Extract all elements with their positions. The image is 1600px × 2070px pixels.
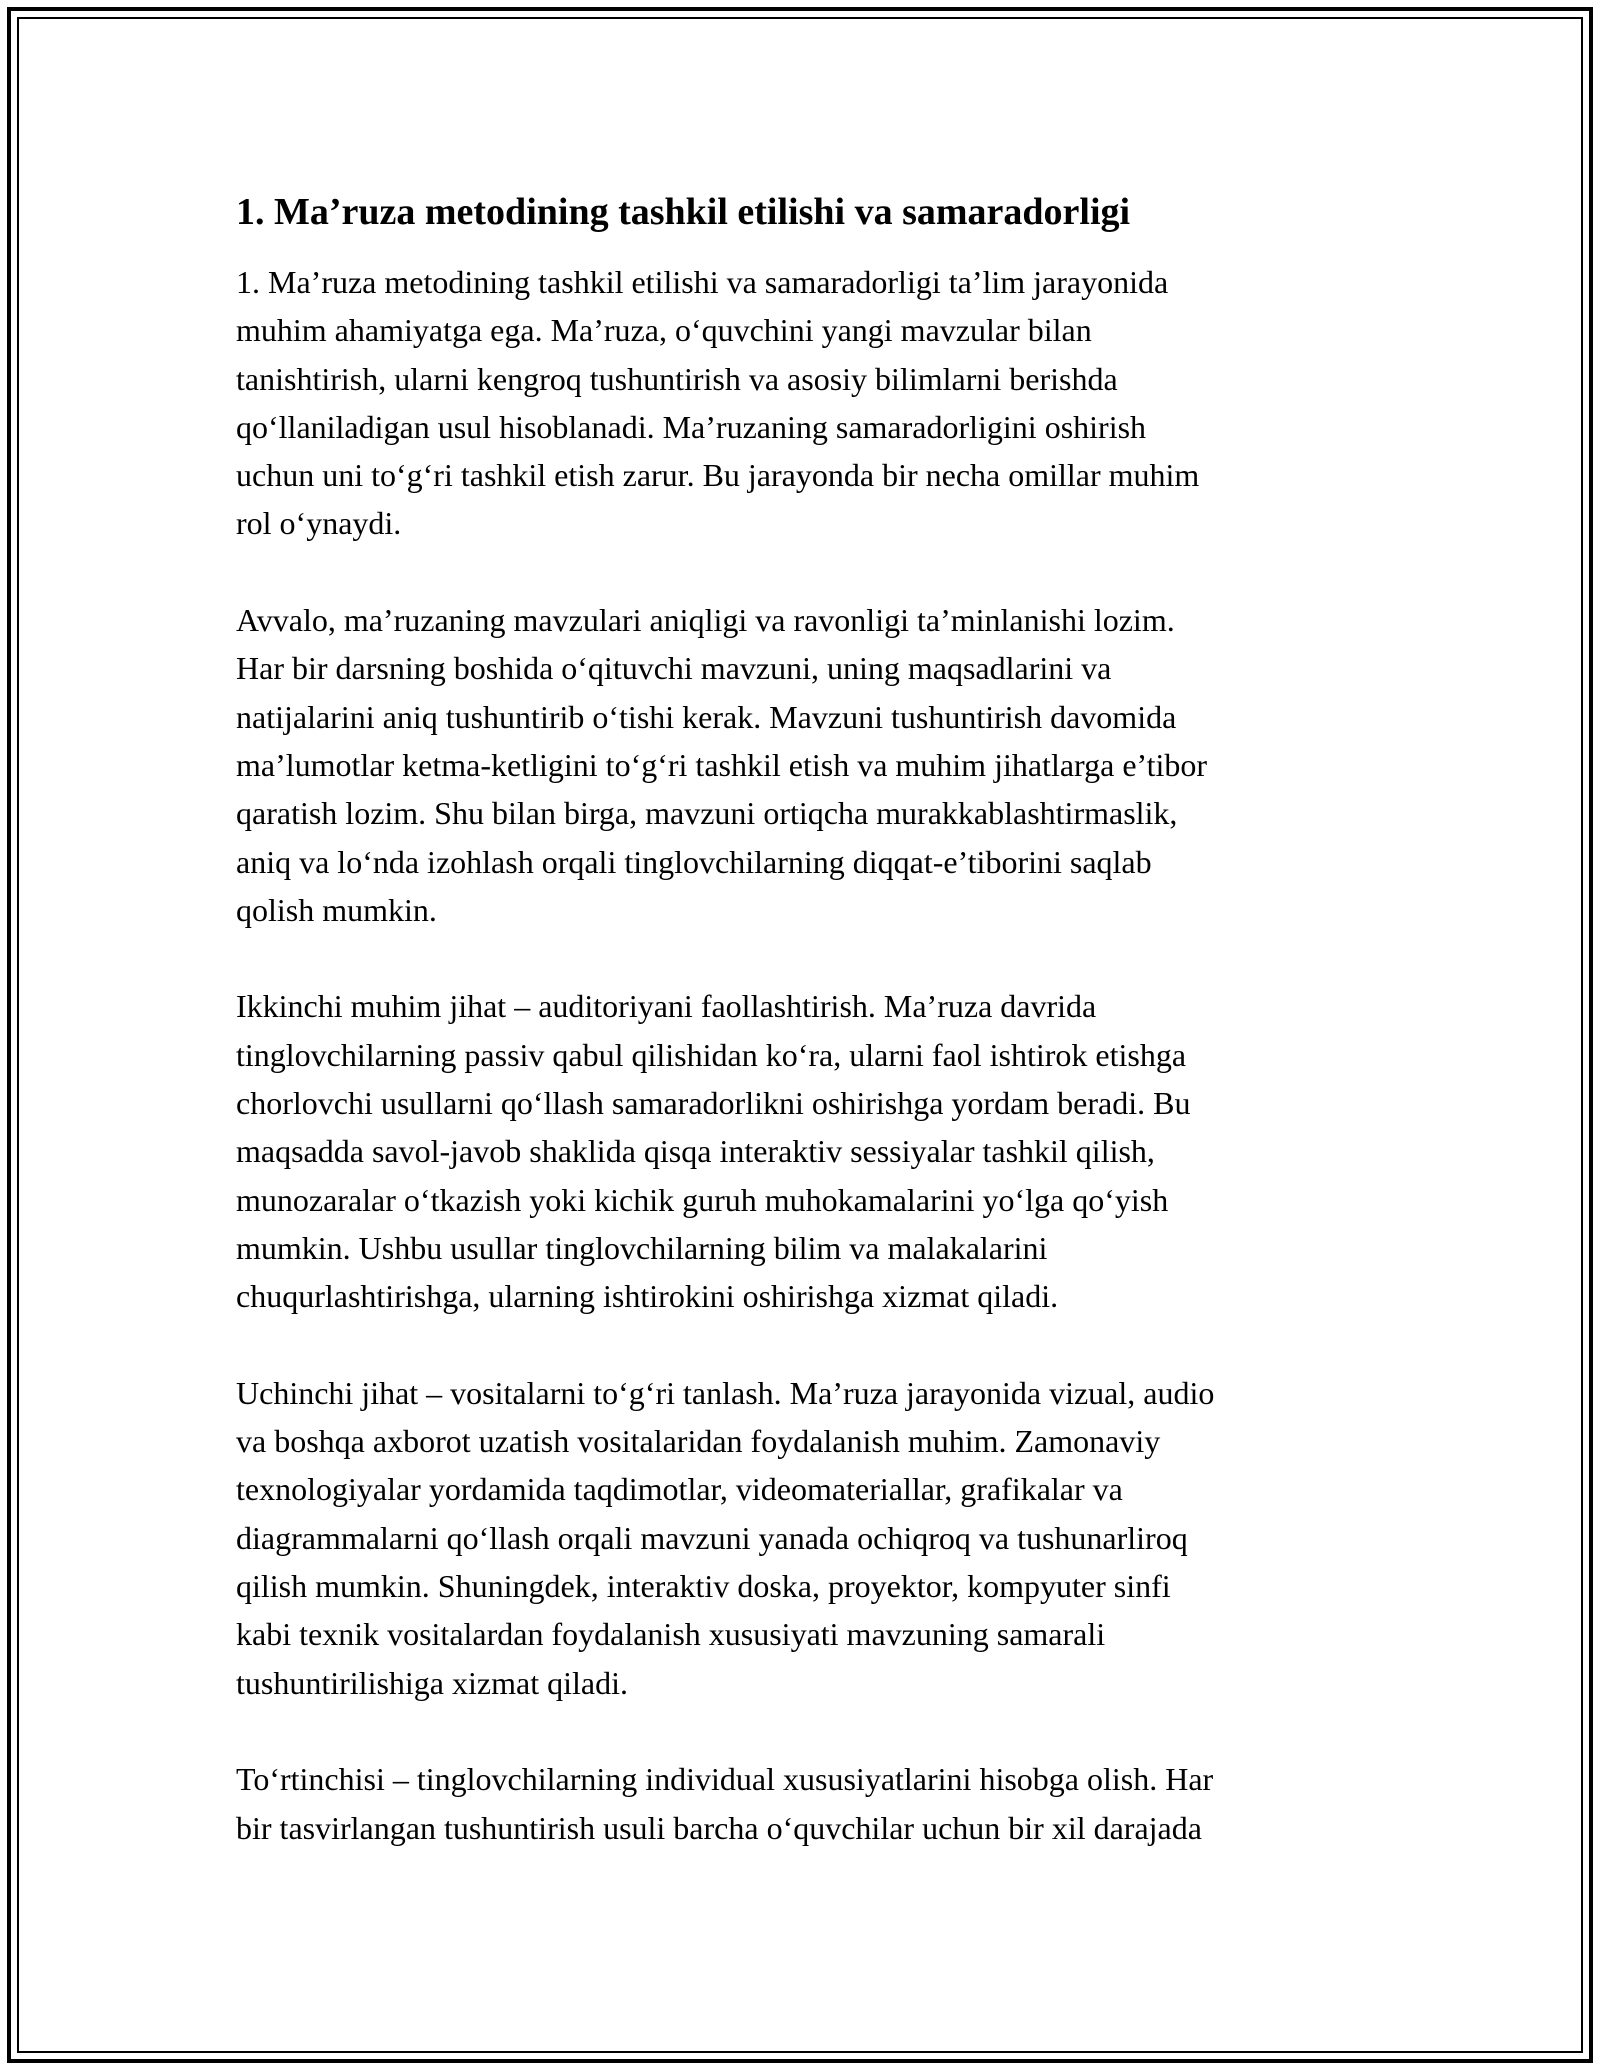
paragraph-first-aspect [236,596,1366,934]
text-line: Ikkinchi muhim jihat – auditoriyani faollashtirish. Ma’ruza davrida [236,988,1097,1025]
text-line: tinglovchilarning passiv qabul qilishidan ko‘ra, ularni faol ishtirok etishga [236,1036,1187,1073]
text-line: Har bir darsning boshida o‘qituvchi mavzuni, uning maqsadlarini va [236,650,1112,687]
text-line: aniq va lo‘nda izohlash orqali tinglovchilarning diqqat-e’tiborini saqlab [236,843,1152,880]
paragraph-third-aspect [236,1369,1366,1707]
paragraph-fourth-aspect [236,1755,1366,1852]
text-line: diagrammalarni qo‘llash orqali mavzuni yanada ochiqroq va tushunarliroq [236,1519,1188,1556]
text-line: tushuntirilishiga xizmat qiladi. [236,1664,628,1701]
text-line: Uchinchi jihat – vositalarni to‘g‘ri tanlash. Ma’ruza jarayonida vizual, audio [236,1374,1215,1411]
text-line: mumkin. Ushbu usullar tinglovchilarning bilim va malakalarini [236,1229,1048,1266]
text-line: chorlovchi usullarni qo‘llash samaradorlikni oshirishga yordam beradi. Bu [236,1085,1191,1122]
text-line: qo‘llaniladigan usul hisoblanadi. Ma’ruzaning samaradorligini oshirish [236,408,1147,445]
text-line: texnologiyalar yordamida taqdimotlar, videomateriallar, grafikalar va [236,1471,1123,1508]
section-heading: 1. Ma’ruza metodining tashkil etilishi va samaradorligi [236,191,1131,233]
text-line: bir tasvirlangan tushuntirish usuli barcha o‘quvchilar uchun bir xil darajada [236,1809,1202,1846]
text-line: To‘rtinchisi – tinglovchilarning individual xususiyatlarini hisobga olish. Har [236,1761,1214,1798]
text-line: qolish mumkin. [236,891,437,928]
text-line: kabi texnik vositalardan foydalanish xususiyati mavzuning samarali [236,1616,1106,1653]
text-line: maqsadda savol-javob shaklida qisqa interaktiv sessiyalar tashkil qilish, [236,1133,1155,1170]
text-line: 1. Ma’ruza metodining tashkil etilishi va samaradorligi ta’lim jarayonida [236,264,1169,300]
text-line: qaratish lozim. Shu bilan birga, mavzuni ortiqcha murakkablashtirmaslik, [236,795,1178,832]
text-line: uchun uni to‘g‘ri tashkil etish zarur. Bu jarayonda bir necha omillar muhim [236,457,1200,494]
text-line: Avvalo, ma’ruzaning mavzulari aniqligi va ravonligi ta’minlanishi lozim. [236,602,1175,639]
text-line: tanishtirish, ularni kengroq tushuntirish va asosiy bilimlarni berishda [236,360,1118,397]
text-line: ma’lumotlar ketma-ketligini to‘g‘ri tashkil etish va muhim jihatlarga e’tibor [236,746,1208,783]
text-line: rol o‘ynaydi. [236,505,402,542]
text-line: munozaralar o‘tkazish yoki kichik guruh muhokamalarini yo‘lga qo‘yish [236,1181,1169,1218]
paragraph-intro [236,258,1366,548]
paragraph-second-aspect [236,982,1366,1320]
document-body [236,188,1366,1852]
text-line: va boshqa axborot uzatish vositalaridan foydalanish muhim. Zamonaviy [236,1423,1161,1460]
text-line: chuqurlashtirishga, ularning ishtirokini oshirishga xizmat qiladi. [236,1278,1059,1315]
text-line: natijalarini aniq tushuntirib o‘tishi kerak. Mavzuni tushuntirish davomida [236,698,1177,735]
text-line: qilish mumkin. Shuningdek, interaktiv doska, proyektor, kompyuter sinfi [236,1568,1171,1605]
text-line: muhim ahamiyatga ega. Ma’ruza, o‘quvchini yangi mavzular bilan [236,312,1092,349]
